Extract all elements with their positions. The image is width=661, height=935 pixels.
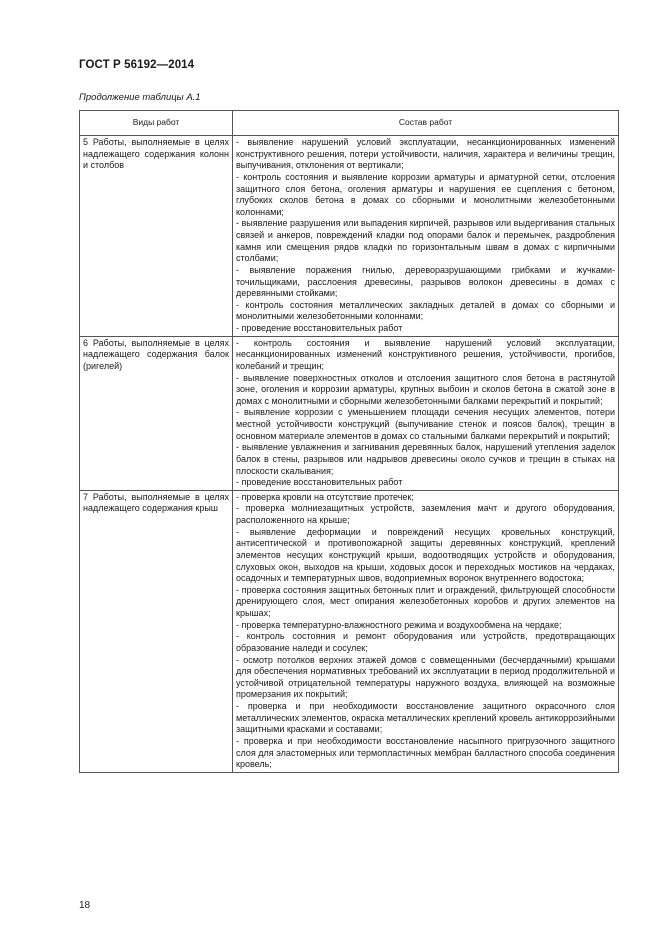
work-item: - выявление нарушений условий эксплуатации, несанкционированных изменений конструктивного решения, потери устойчивости, наличия, характера и величины трещин, выпучивания, отклонения от вертикали; (236, 137, 615, 171)
work-type-cell: 6 Работы, выполняемые в целях надлежащего содержания балок (ригелей) (80, 336, 233, 490)
table-row (80, 336, 619, 490)
work-item: - выявление разрушения или выпадения кирпичей, разрывов или выдергивания стальных связей и анкеров, повреждений кладки под опорами балок и перемычек, раздробления камня или смещения рядов кладки по горизонтальным швам в домах с кирпичными столбами; (236, 218, 615, 264)
work-item: - контроль состояния и выявление коррозии арматуры и арматурной сетки, отслоения защитного слоя бетона, оголения арматуры и нарушения ее сцепления с бетоном, глубоких сколов бетона в домах со сборными и монолитными железобетонными колоннами; (236, 171, 615, 217)
work-content-cell (233, 490, 619, 772)
work-item: - осмотр потолков верхних этажей домов с совмещенными (бесчердачными) крышами для обеспечения нормативных требований их эксплуатации в период продолжительной и устойчивой отрицательной температуры наружного воздуха, влияющей на возможные промерзания их покрытий; (236, 654, 615, 700)
work-item: - проверка и при необходимости восстановление защитного окрасочного слоя металлических элементов, окраска металлических креплений кровель антикоррозийными защитными красками и составами; (236, 701, 615, 735)
work-type-cell: 5 Работы, выполняемые в целях надлежащего содержания колонн и столбов (80, 136, 233, 337)
column-header-work-content: Состав работ (233, 111, 619, 136)
work-item: - контроль состояния и ремонт оборудования или устройств, предотвращающих образование наледи и сосулек; (236, 631, 615, 653)
work-item: - контроль состояния металлических закладных деталей в домах со сборными и монолитными железобетонными колоннами; (236, 299, 615, 322)
work-item: - проверка состояния защитных бетонных плит и ограждений, фильтрующей способности дренирующего слоя, мест опирания железобетонных коробов и других элементов на крышах; (236, 584, 615, 618)
table-continuation-caption: Продолжение таблицы А.1 (79, 92, 201, 103)
page-number: 18 (79, 900, 91, 911)
work-item: - выявление увлажнения и загнивания деревянных балок, нарушений утепления заделок балок в стены, разрывов или надрывов древесины около сучков и трещин в стыках на плоскости скалывания; (236, 442, 615, 476)
table-row (80, 136, 619, 337)
work-content-cell (233, 136, 619, 337)
work-item: - выявление коррозии с уменьшением площади сечения несущих элементов, потери местной устойчивости конструкций (выпучивание стенок и поясов балок), трещин в основном материале элементов в домах со стальными балками перекрытий и покрытий; (236, 407, 615, 441)
work-item: - проведение восстановительных работ (236, 477, 403, 488)
work-item: - проверка и при необходимости восстановление насыпного пригрузочного защитного слоя для эластомерных или термопластичных мембран балластного способа соединения кровель; (236, 735, 615, 770)
column-header-work-type: Виды работ (80, 111, 233, 136)
work-item: - проведение восстановительных работ (236, 323, 403, 333)
work-type-cell: 7 Работы, выполняемые в целях надлежащего содержания крыш (80, 490, 233, 772)
table-row (80, 490, 619, 772)
works-table (79, 110, 619, 773)
work-item: - выявление поражения гнилью, дереворазрушающими грибками и жучками-точильщиками, расслоения древесины, разрывов волокон древесины в домах с деревянными стойками; (236, 264, 615, 299)
standard-header: ГОСТ Р 56192—2014 (79, 59, 195, 71)
work-item: - проверка кровли на отсутствие протечек; (236, 491, 414, 502)
work-item: - выявление деформации и повреждений несущих кровельных конструкций, антисептической и противопожарной защиты деревянных конструкций, креплений элементов несущих конструкций крыши, водоотводящих устройств и оборудования, слуховых окон, выходов на крыши, ходовых досок и переходных мостиков на чердаках, осадочных и температурных швов, водоприемных воронок внутреннего водостока; (236, 526, 615, 584)
work-content-cell (233, 336, 619, 490)
table-header-row (80, 111, 619, 136)
work-item: - контроль состояния и выявление нарушений условий эксплуатации, несанкционированных изменений конструктивного решения, устойчивости, прогибов, колебаний и трещин; (236, 337, 615, 371)
work-item: - выявление поверхностных отколов и отслоения защитного слоя бетона в растянутой зоне, оголения и коррозии арматуры, крупных выбоин и сколов бетона в сжатой зоне в домах с монолитными и сборными железобетонными балками перекрытий и покрытий; (236, 372, 615, 406)
work-item: - проверка молниезащитных устройств, заземления мачт и другого оборудования, расположенного на крыше; (236, 503, 615, 525)
work-item: - проверка температурно-влажностного режима и воздухообмена на чердаке; (236, 619, 562, 630)
